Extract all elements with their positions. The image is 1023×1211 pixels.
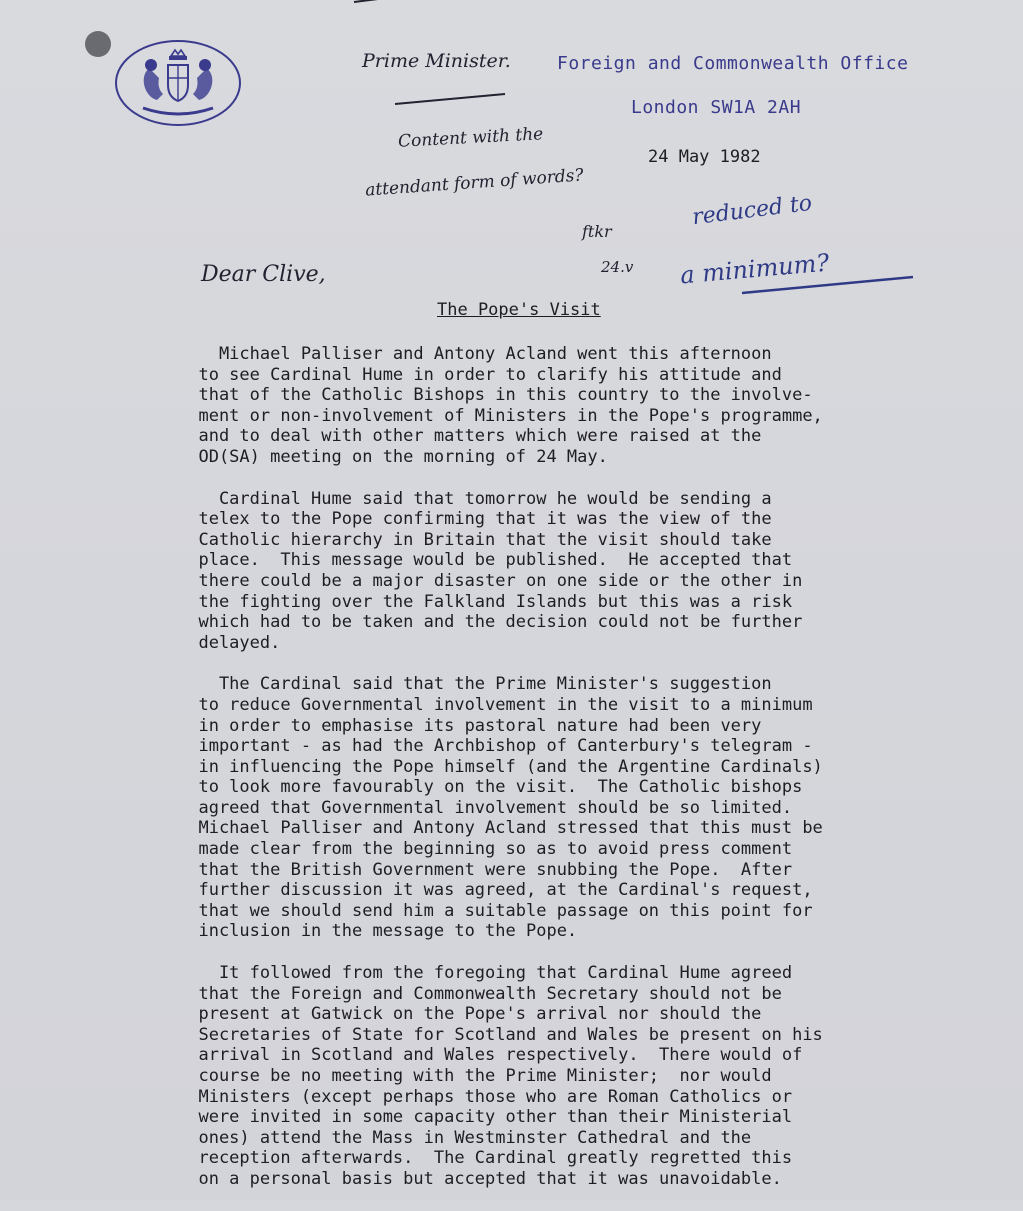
letter-date: 24 May 1982 [648,147,761,167]
handwritten-blue-line1: reduced to [690,190,814,231]
paragraph: The Cardinal said that the Prime Minister's suggestion to reduce Governmental involvement in the visit to a minimum in order to emphasise its pastoral nature had been very important - as had the Archbishop of Canterbury's telegram - in influencing the Pope himself (and the Argentine Cardinals) to look more favourably on the visit. The Catholic bishops agreed that Governmental involvement should be so limited. Michael Palliser and Antony Acland stressed that this must be made clear from the beginning so as to avoid press comment that the British Government were snubbing the Pope. After further discussion it was agreed, at the Cardinal's request, that we should send him a suitable passage on this point for inclusion in the message to the Pope. [198,674,823,942]
paragraph: It followed from the foregoing that Cardinal Hume agreed that the Foreign and Commonwealth Secretary should not be present at Gatwick on the Pope's arrival nor should the Secretaries of State for Scotland and Wales be present on his arrival in Scotland and Wales respectively. There would of course be no meeting with the Prime Minister; nor would Ministers (except perhaps those who are Roman Catholics or were invited in some capacity other than their Ministerial ones) attend the Mass in Westminster Cathedral and the reception afterwards. The Cardinal greatly regretted this on a personal basis but accepted that it was unavoidable. [198,963,823,1189]
handwritten-note-line1: Content with the [397,124,544,152]
paragraph: Michael Palliser and Antony Acland went this afternoon to see Cardinal Hume in order to clarify his attitude and that of the Catholic Bishops in this country to the involve- ment or non-involvement of Ministers in the Pope's programme, and to deal with other matters which were raised at the OD(SA) meeting on the morning of 24 May. [198,344,823,467]
handwritten-addressee-note: Prime Minister. [362,50,511,72]
handwritten-initials: ftkr [582,222,612,241]
handwritten-note-line2: attendant form of words? [364,165,585,201]
royal-coat-of-arms-icon [113,38,243,128]
paragraph: Cardinal Hume said that tomorrow he would be sending a telex to the Pope confirming that it was the view of the Catholic hierarchy in Britain that the visit should take place. This message would be published. He accepted that there could be a major disaster on one side or the other in the fighting over the Falkland Islands but this was a risk which had to be taken and the decision could not be further delayed. [198,488,803,653]
letter-body [178,344,938,1211]
salutation: Dear Clive, [201,262,326,287]
punch-hole [85,31,111,57]
office-name: Foreign and Commonwealth Office [557,53,909,74]
handwritten-note-date: 24.v [601,258,634,276]
letter-title: The Pope's Visit [437,300,601,320]
handwritten-blue-line2: a minimum? [679,248,831,290]
office-address: London SW1A 2AH [631,97,802,118]
